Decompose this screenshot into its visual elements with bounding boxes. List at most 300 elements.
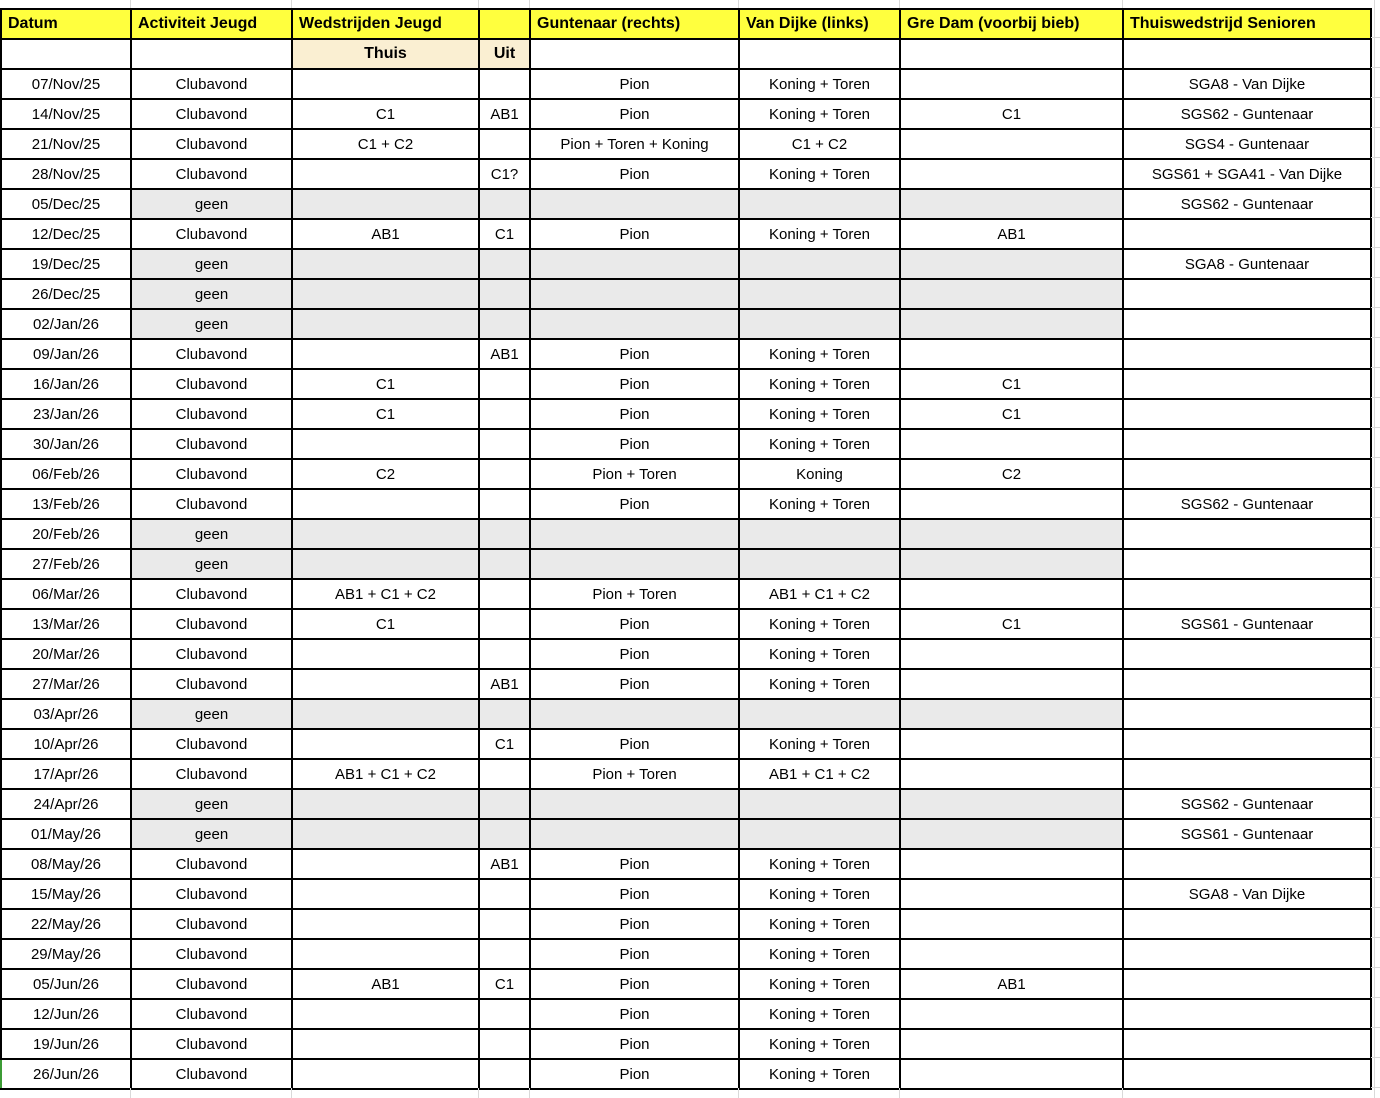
subheader-empty-senioren[interactable]: [1123, 39, 1371, 69]
cell-van-dijke[interactable]: C1 + C2: [739, 129, 900, 159]
cell-activity[interactable]: Clubavond: [131, 579, 292, 609]
cell-match-uit[interactable]: [479, 759, 530, 789]
cell-match-thuis[interactable]: [292, 729, 479, 759]
cell-match-uit[interactable]: [479, 549, 530, 579]
cell-match-thuis[interactable]: [292, 69, 479, 99]
cell-guntenaar[interactable]: Pion: [530, 159, 739, 189]
cell-gre-dam[interactable]: AB1: [900, 969, 1123, 999]
cell-van-dijke[interactable]: Koning + Toren: [739, 429, 900, 459]
cell-activity[interactable]: geen: [131, 309, 292, 339]
cell-date[interactable]: 05/Jun/26: [1, 969, 131, 999]
cell-senioren[interactable]: SGA8 - Van Dijke: [1123, 879, 1371, 909]
cell-van-dijke[interactable]: Koning + Toren: [739, 999, 900, 1029]
column-header-wedstrijden-jeugd[interactable]: Wedstrijden Jeugd: [292, 9, 479, 39]
cell-match-thuis[interactable]: C1: [292, 609, 479, 639]
cell-guntenaar[interactable]: Pion: [530, 999, 739, 1029]
cell-senioren[interactable]: [1123, 459, 1371, 489]
cell-senioren[interactable]: [1123, 699, 1371, 729]
cell-guntenaar[interactable]: [530, 699, 739, 729]
cell-activity[interactable]: Clubavond: [131, 369, 292, 399]
cell-senioren[interactable]: [1123, 579, 1371, 609]
cell-match-thuis[interactable]: AB1: [292, 969, 479, 999]
cell-date[interactable]: 19/Dec/25: [1, 249, 131, 279]
cell-van-dijke[interactable]: Koning + Toren: [739, 339, 900, 369]
cell-gre-dam[interactable]: [900, 789, 1123, 819]
cell-match-uit[interactable]: [479, 309, 530, 339]
cell-gre-dam[interactable]: C1: [900, 99, 1123, 129]
cell-date[interactable]: 06/Mar/26: [1, 579, 131, 609]
cell-gre-dam[interactable]: AB1: [900, 219, 1123, 249]
cell-date[interactable]: 02/Jan/26: [1, 309, 131, 339]
cell-date[interactable]: 22/May/26: [1, 909, 131, 939]
cell-activity[interactable]: geen: [131, 699, 292, 729]
cell-guntenaar[interactable]: Pion: [530, 1059, 739, 1089]
cell-senioren[interactable]: [1123, 1029, 1371, 1059]
table-row: [1, 459, 1371, 489]
cell-activity[interactable]: geen: [131, 249, 292, 279]
cell-senioren[interactable]: [1123, 429, 1371, 459]
cell-guntenaar[interactable]: Pion + Toren + Koning: [530, 129, 739, 159]
cell-van-dijke[interactable]: Koning + Toren: [739, 99, 900, 129]
cell-gre-dam[interactable]: C2: [900, 459, 1123, 489]
cell-date[interactable]: 27/Mar/26: [1, 669, 131, 699]
cell-activity[interactable]: Clubavond: [131, 339, 292, 369]
cell-activity[interactable]: Clubavond: [131, 879, 292, 909]
cell-guntenaar[interactable]: Pion: [530, 429, 739, 459]
cell-match-uit[interactable]: [479, 429, 530, 459]
cell-match-uit[interactable]: [479, 639, 530, 669]
cell-senioren[interactable]: [1123, 279, 1371, 309]
cell-match-thuis[interactable]: C1: [292, 369, 479, 399]
cell-gre-dam[interactable]: [900, 639, 1123, 669]
cell-match-thuis[interactable]: [292, 1029, 479, 1059]
cell-senioren[interactable]: [1123, 639, 1371, 669]
cell-gre-dam[interactable]: [900, 519, 1123, 549]
cell-match-thuis[interactable]: [292, 999, 479, 1029]
cell-gre-dam[interactable]: [900, 549, 1123, 579]
cell-gre-dam[interactable]: [900, 939, 1123, 969]
cell-senioren[interactable]: [1123, 219, 1371, 249]
subheader-empty-van-dijke[interactable]: [739, 39, 900, 69]
cell-senioren[interactable]: [1123, 309, 1371, 339]
cell-guntenaar[interactable]: [530, 519, 739, 549]
cell-senioren[interactable]: SGS4 - Guntenaar: [1123, 129, 1371, 159]
cell-activity[interactable]: Clubavond: [131, 669, 292, 699]
cell-date[interactable]: 10/Apr/26: [1, 729, 131, 759]
cell-senioren[interactable]: [1123, 399, 1371, 429]
cell-activity[interactable]: Clubavond: [131, 639, 292, 669]
cell-gre-dam[interactable]: [900, 699, 1123, 729]
cell-senioren[interactable]: [1123, 759, 1371, 789]
cell-van-dijke[interactable]: AB1 + C1 + C2: [739, 759, 900, 789]
cell-guntenaar[interactable]: Pion: [530, 69, 739, 99]
cell-gre-dam[interactable]: [900, 69, 1123, 99]
cell-senioren[interactable]: [1123, 549, 1371, 579]
cell-senioren[interactable]: SGA8 - Van Dijke: [1123, 69, 1371, 99]
cell-gre-dam[interactable]: [900, 909, 1123, 939]
cell-van-dijke[interactable]: Koning + Toren: [739, 879, 900, 909]
cell-van-dijke[interactable]: Koning + Toren: [739, 969, 900, 999]
cell-date[interactable]: 27/Feb/26: [1, 549, 131, 579]
table-row: [1, 969, 1371, 999]
cell-activity[interactable]: Clubavond: [131, 1059, 292, 1089]
column-header-datum[interactable]: Datum: [1, 9, 131, 39]
cell-guntenaar[interactable]: Pion + Toren: [530, 459, 739, 489]
cell-guntenaar[interactable]: Pion: [530, 879, 739, 909]
cell-match-uit[interactable]: C1: [479, 729, 530, 759]
cell-van-dijke[interactable]: Koning + Toren: [739, 729, 900, 759]
cell-date[interactable]: 30/Jan/26: [1, 429, 131, 459]
cell-guntenaar[interactable]: Pion: [530, 1029, 739, 1059]
cell-date[interactable]: 28/Nov/25: [1, 159, 131, 189]
cell-activity[interactable]: Clubavond: [131, 459, 292, 489]
cell-gre-dam[interactable]: C1: [900, 369, 1123, 399]
cell-match-thuis[interactable]: [292, 639, 479, 669]
cell-match-uit[interactable]: [479, 609, 530, 639]
cell-match-thuis[interactable]: [292, 879, 479, 909]
cell-date[interactable]: 16/Jan/26: [1, 369, 131, 399]
cell-date[interactable]: 29/May/26: [1, 939, 131, 969]
cell-date[interactable]: 07/Nov/25: [1, 69, 131, 99]
cell-date[interactable]: 15/May/26: [1, 879, 131, 909]
cell-match-thuis[interactable]: [292, 429, 479, 459]
cell-date[interactable]: 21/Nov/25: [1, 129, 131, 159]
cell-match-uit[interactable]: AB1: [479, 339, 530, 369]
cell-match-uit[interactable]: C1: [479, 969, 530, 999]
cell-guntenaar[interactable]: Pion: [530, 339, 739, 369]
cell-match-uit[interactable]: [479, 879, 530, 909]
cell-guntenaar[interactable]: Pion: [530, 99, 739, 129]
cell-van-dijke[interactable]: AB1 + C1 + C2: [739, 579, 900, 609]
cell-van-dijke[interactable]: Koning + Toren: [739, 489, 900, 519]
cell-van-dijke[interactable]: [739, 699, 900, 729]
cell-date[interactable]: 24/Apr/26: [1, 789, 131, 819]
cell-match-uit[interactable]: [479, 369, 530, 399]
cell-activity[interactable]: Clubavond: [131, 219, 292, 249]
cell-guntenaar[interactable]: [530, 819, 739, 849]
cell-activity[interactable]: Clubavond: [131, 849, 292, 879]
cell-date[interactable]: 26/Jun/26: [1, 1059, 131, 1089]
cell-activity[interactable]: Clubavond: [131, 969, 292, 999]
table-row-geen: [1, 519, 1371, 549]
cell-gre-dam[interactable]: [900, 249, 1123, 279]
cell-senioren[interactable]: SGA8 - Guntenaar: [1123, 249, 1371, 279]
cell-date[interactable]: 17/Apr/26: [1, 759, 131, 789]
cell-match-thuis[interactable]: [292, 939, 479, 969]
cell-activity[interactable]: geen: [131, 189, 292, 219]
cell-van-dijke[interactable]: Koning + Toren: [739, 669, 900, 699]
cell-match-thuis[interactable]: C2: [292, 459, 479, 489]
cell-match-thuis[interactable]: [292, 789, 479, 819]
cell-match-uit[interactable]: [479, 939, 530, 969]
cell-activity[interactable]: geen: [131, 519, 292, 549]
cell-match-thuis[interactable]: [292, 669, 479, 699]
subheader-thuis[interactable]: Thuis: [292, 39, 479, 69]
subheader-empty-datum[interactable]: [1, 39, 131, 69]
cell-guntenaar[interactable]: [530, 249, 739, 279]
cell-senioren[interactable]: [1123, 909, 1371, 939]
cell-activity[interactable]: Clubavond: [131, 609, 292, 639]
cell-gre-dam[interactable]: [900, 1029, 1123, 1059]
cell-match-uit[interactable]: [479, 789, 530, 819]
cell-van-dijke[interactable]: [739, 309, 900, 339]
cell-match-uit[interactable]: C1?: [479, 159, 530, 189]
cell-guntenaar[interactable]: [530, 549, 739, 579]
cell-van-dijke[interactable]: Koning + Toren: [739, 219, 900, 249]
cell-match-uit[interactable]: [479, 999, 530, 1029]
cell-match-thuis[interactable]: [292, 819, 479, 849]
cell-van-dijke[interactable]: Koning + Toren: [739, 369, 900, 399]
cell-activity[interactable]: Clubavond: [131, 909, 292, 939]
cell-match-thuis[interactable]: AB1 + C1 + C2: [292, 759, 479, 789]
column-header-van-dijke[interactable]: Van Dijke (links): [739, 9, 900, 39]
cell-senioren[interactable]: [1123, 939, 1371, 969]
cell-gre-dam[interactable]: [900, 1059, 1123, 1089]
cell-date[interactable]: 13/Feb/26: [1, 489, 131, 519]
cell-match-thuis[interactable]: AB1: [292, 219, 479, 249]
column-header-activiteit-jeugd[interactable]: Activiteit Jeugd: [131, 9, 292, 39]
cell-gre-dam[interactable]: C1: [900, 399, 1123, 429]
cell-senioren[interactable]: [1123, 519, 1371, 549]
cell-activity[interactable]: Clubavond: [131, 1029, 292, 1059]
cell-guntenaar[interactable]: Pion: [530, 729, 739, 759]
cell-van-dijke[interactable]: Koning + Toren: [739, 399, 900, 429]
cell-match-uit[interactable]: [479, 1059, 530, 1089]
cell-match-uit[interactable]: [479, 579, 530, 609]
cell-match-thuis[interactable]: [292, 1059, 479, 1089]
cell-senioren[interactable]: [1123, 339, 1371, 369]
cell-activity[interactable]: Clubavond: [131, 999, 292, 1029]
cell-guntenaar[interactable]: Pion + Toren: [530, 759, 739, 789]
cell-guntenaar[interactable]: Pion: [530, 849, 739, 879]
cell-guntenaar[interactable]: [530, 789, 739, 819]
cell-date[interactable]: 20/Mar/26: [1, 639, 131, 669]
subheader-uit[interactable]: Uit: [479, 39, 530, 69]
cell-activity[interactable]: Clubavond: [131, 429, 292, 459]
cell-match-thuis[interactable]: [292, 189, 479, 219]
cell-gre-dam[interactable]: [900, 279, 1123, 309]
cell-gre-dam[interactable]: [900, 579, 1123, 609]
cell-senioren[interactable]: SGS61 + SGA41 - Van Dijke: [1123, 159, 1371, 189]
cell-guntenaar[interactable]: Pion: [530, 489, 739, 519]
cell-senioren[interactable]: SGS62 - Guntenaar: [1123, 99, 1371, 129]
cell-gre-dam[interactable]: [900, 759, 1123, 789]
cell-senioren[interactable]: [1123, 729, 1371, 759]
column-header-empty[interactable]: [479, 9, 530, 39]
cell-senioren[interactable]: [1123, 669, 1371, 699]
cell-match-thuis[interactable]: [292, 519, 479, 549]
cell-date[interactable]: 12/Jun/26: [1, 999, 131, 1029]
cell-gre-dam[interactable]: [900, 879, 1123, 909]
cell-match-uit[interactable]: AB1: [479, 849, 530, 879]
cell-date[interactable]: 14/Nov/25: [1, 99, 131, 129]
cell-van-dijke[interactable]: Koning + Toren: [739, 639, 900, 669]
cell-activity[interactable]: Clubavond: [131, 729, 292, 759]
cell-date[interactable]: 26/Dec/25: [1, 279, 131, 309]
cell-senioren[interactable]: [1123, 369, 1371, 399]
cell-gre-dam[interactable]: [900, 129, 1123, 159]
cell-gre-dam[interactable]: [900, 729, 1123, 759]
cell-date[interactable]: 13/Mar/26: [1, 609, 131, 639]
cell-gre-dam[interactable]: C1: [900, 609, 1123, 639]
cell-activity[interactable]: Clubavond: [131, 399, 292, 429]
cell-match-thuis[interactable]: [292, 309, 479, 339]
cell-match-uit[interactable]: [479, 249, 530, 279]
cell-activity[interactable]: Clubavond: [131, 129, 292, 159]
cell-date[interactable]: 03/Apr/26: [1, 699, 131, 729]
cell-match-thuis[interactable]: C1: [292, 399, 479, 429]
cell-gre-dam[interactable]: [900, 669, 1123, 699]
cell-guntenaar[interactable]: Pion: [530, 969, 739, 999]
cell-guntenaar[interactable]: Pion: [530, 219, 739, 249]
cell-activity[interactable]: geen: [131, 819, 292, 849]
cell-match-thuis[interactable]: C1 + C2: [292, 129, 479, 159]
table-row: [1, 639, 1371, 669]
cell-guntenaar[interactable]: Pion + Toren: [530, 579, 739, 609]
cell-gre-dam[interactable]: [900, 999, 1123, 1029]
cell-van-dijke[interactable]: [739, 279, 900, 309]
cell-guntenaar[interactable]: Pion: [530, 609, 739, 639]
cell-gre-dam[interactable]: [900, 189, 1123, 219]
cell-match-thuis[interactable]: [292, 279, 479, 309]
cell-senioren[interactable]: [1123, 999, 1371, 1029]
cell-match-uit[interactable]: [479, 279, 530, 309]
cell-van-dijke[interactable]: [739, 819, 900, 849]
cell-van-dijke[interactable]: Koning + Toren: [739, 939, 900, 969]
cell-match-uit[interactable]: [479, 129, 530, 159]
cell-guntenaar[interactable]: Pion: [530, 369, 739, 399]
cell-match-uit[interactable]: [479, 1029, 530, 1059]
cell-activity[interactable]: Clubavond: [131, 99, 292, 129]
cell-activity[interactable]: Clubavond: [131, 759, 292, 789]
cell-guntenaar[interactable]: Pion: [530, 939, 739, 969]
cell-van-dijke[interactable]: [739, 519, 900, 549]
cell-van-dijke[interactable]: Koning + Toren: [739, 69, 900, 99]
cell-match-thuis[interactable]: AB1 + C1 + C2: [292, 579, 479, 609]
cell-van-dijke[interactable]: Koning + Toren: [739, 159, 900, 189]
cell-senioren[interactable]: SGS62 - Guntenaar: [1123, 489, 1371, 519]
cell-date[interactable]: 08/May/26: [1, 849, 131, 879]
cell-van-dijke[interactable]: Koning: [739, 459, 900, 489]
cell-date[interactable]: 09/Jan/26: [1, 339, 131, 369]
column-header-gre-dam[interactable]: Gre Dam (voorbij bieb): [900, 9, 1123, 39]
cell-guntenaar[interactable]: [530, 279, 739, 309]
cell-match-thuis[interactable]: [292, 549, 479, 579]
cell-gre-dam[interactable]: [900, 309, 1123, 339]
cell-senioren[interactable]: [1123, 969, 1371, 999]
cell-guntenaar[interactable]: Pion: [530, 399, 739, 429]
subheader-empty-gre-dam[interactable]: [900, 39, 1123, 69]
cell-senioren[interactable]: [1123, 1059, 1371, 1089]
cell-date[interactable]: 23/Jan/26: [1, 399, 131, 429]
cell-guntenaar[interactable]: Pion: [530, 909, 739, 939]
cell-van-dijke[interactable]: [739, 789, 900, 819]
cell-match-uit[interactable]: C1: [479, 219, 530, 249]
cell-activity[interactable]: Clubavond: [131, 159, 292, 189]
cell-gre-dam[interactable]: [900, 429, 1123, 459]
cell-match-thuis[interactable]: C1: [292, 99, 479, 129]
cell-guntenaar[interactable]: Pion: [530, 669, 739, 699]
column-header-thuiswedstrijd-senioren[interactable]: Thuiswedstrijd Senioren: [1123, 9, 1371, 39]
cell-match-thuis[interactable]: [292, 849, 479, 879]
cell-activity[interactable]: geen: [131, 279, 292, 309]
cell-match-uit[interactable]: [479, 519, 530, 549]
cell-senioren[interactable]: SGS62 - Guntenaar: [1123, 189, 1371, 219]
cell-date[interactable]: 20/Feb/26: [1, 519, 131, 549]
table-row: [1, 939, 1371, 969]
cell-activity[interactable]: Clubavond: [131, 939, 292, 969]
cell-match-uit[interactable]: [479, 69, 530, 99]
cell-guntenaar[interactable]: [530, 189, 739, 219]
cell-date[interactable]: 12/Dec/25: [1, 219, 131, 249]
gridline: [1374, 0, 1375, 1098]
cell-senioren[interactable]: SGS61 - Guntenaar: [1123, 819, 1371, 849]
gridline: [529, 0, 530, 8]
cell-match-uit[interactable]: AB1: [479, 99, 530, 129]
cell-match-thuis[interactable]: [292, 249, 479, 279]
cell-match-thuis[interactable]: [292, 159, 479, 189]
cell-match-uit[interactable]: [479, 399, 530, 429]
cell-van-dijke[interactable]: [739, 189, 900, 219]
cell-date[interactable]: 01/May/26: [1, 819, 131, 849]
cell-activity[interactable]: Clubavond: [131, 69, 292, 99]
cell-activity[interactable]: geen: [131, 789, 292, 819]
cell-date[interactable]: 19/Jun/26: [1, 1029, 131, 1059]
cell-gre-dam[interactable]: [900, 819, 1123, 849]
cell-senioren[interactable]: SGS62 - Guntenaar: [1123, 789, 1371, 819]
cell-match-thuis[interactable]: [292, 699, 479, 729]
cell-senioren[interactable]: SGS61 - Guntenaar: [1123, 609, 1371, 639]
cell-van-dijke[interactable]: [739, 549, 900, 579]
table-row-geen: [1, 189, 1371, 219]
cell-van-dijke[interactable]: Koning + Toren: [739, 849, 900, 879]
cell-van-dijke[interactable]: Koning + Toren: [739, 909, 900, 939]
table-row: [1, 129, 1371, 159]
subheader-empty-guntenaar[interactable]: [530, 39, 739, 69]
gridline: [130, 1088, 131, 1098]
cell-match-uit[interactable]: [479, 489, 530, 519]
cell-date[interactable]: 05/Dec/25: [1, 189, 131, 219]
cell-match-thuis[interactable]: [292, 909, 479, 939]
cell-match-uit[interactable]: AB1: [479, 669, 530, 699]
cell-activity[interactable]: Clubavond: [131, 489, 292, 519]
cell-date[interactable]: 06/Feb/26: [1, 459, 131, 489]
table-row: [1, 99, 1371, 129]
cell-gre-dam[interactable]: [900, 849, 1123, 879]
cell-gre-dam[interactable]: [900, 339, 1123, 369]
cell-match-uit[interactable]: [479, 909, 530, 939]
column-header-guntenaar[interactable]: Guntenaar (rechts): [530, 9, 739, 39]
cell-gre-dam[interactable]: [900, 489, 1123, 519]
cell-van-dijke[interactable]: Koning + Toren: [739, 1029, 900, 1059]
cell-match-uit[interactable]: [479, 819, 530, 849]
cell-guntenaar[interactable]: [530, 309, 739, 339]
cell-match-thuis[interactable]: [292, 339, 479, 369]
table-row: [1, 429, 1371, 459]
cell-match-uit[interactable]: [479, 189, 530, 219]
cell-activity[interactable]: geen: [131, 549, 292, 579]
cell-match-uit[interactable]: [479, 699, 530, 729]
cell-gre-dam[interactable]: [900, 159, 1123, 189]
cell-van-dijke[interactable]: Koning + Toren: [739, 1059, 900, 1089]
cell-van-dijke[interactable]: Koning + Toren: [739, 609, 900, 639]
cell-senioren[interactable]: [1123, 849, 1371, 879]
cell-match-thuis[interactable]: [292, 489, 479, 519]
cell-van-dijke[interactable]: [739, 249, 900, 279]
cell-match-uit[interactable]: [479, 459, 530, 489]
cell-guntenaar[interactable]: Pion: [530, 639, 739, 669]
subheader-empty-activiteit[interactable]: [131, 39, 292, 69]
